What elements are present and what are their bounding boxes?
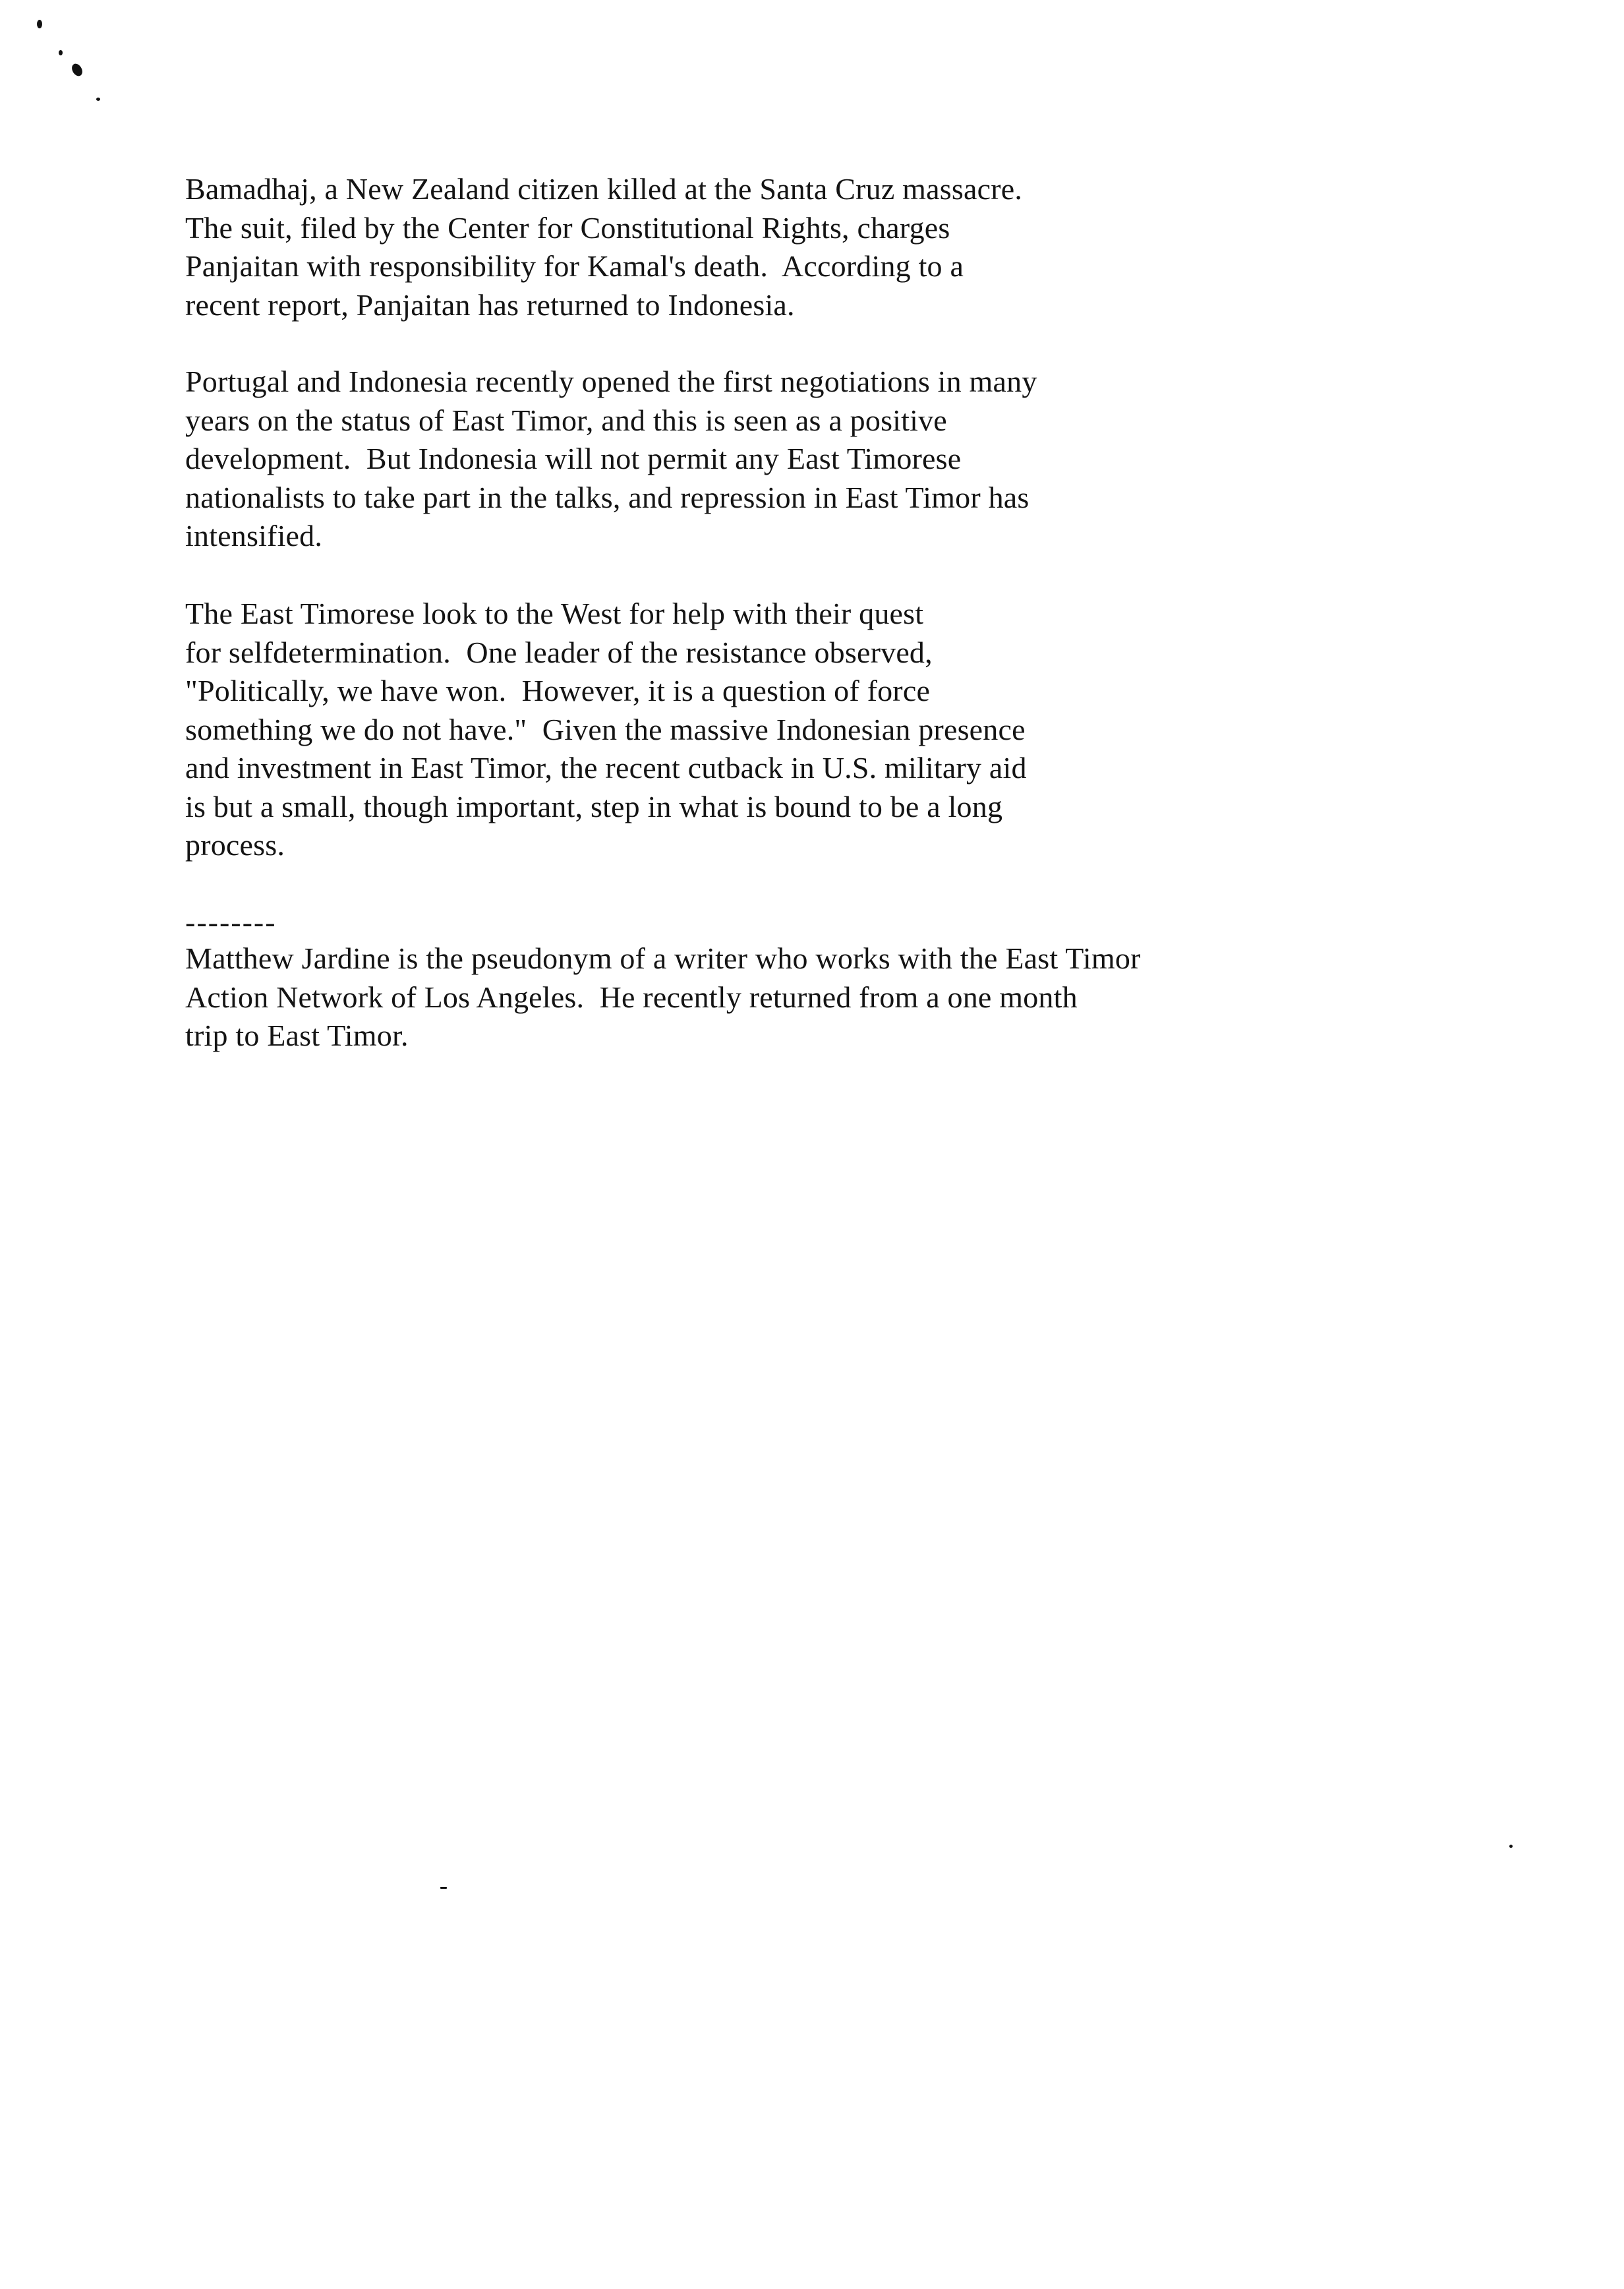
paragraph-line: years on the status of East Timor, and this is seen as a positive xyxy=(185,403,947,437)
scan-speck xyxy=(70,62,84,78)
bio-line: Matthew Jardine is the pseudonym of a writer who works with the East Timor xyxy=(185,941,1141,975)
scan-speck xyxy=(440,1887,447,1889)
paragraph-2 xyxy=(185,363,1037,556)
paragraph-3 xyxy=(185,595,1027,865)
paragraph-line: and investment in East Timor, the recent cutback in U.S. military aid xyxy=(185,751,1027,785)
section-divider: -------- xyxy=(185,905,277,939)
scan-speck xyxy=(96,98,100,101)
paragraph-line: something we do not have." Given the massive Indonesian presence xyxy=(185,712,1026,746)
paragraph-line: Bamadhaj, a New Zealand citizen killed at the Santa Cruz massacre. xyxy=(185,172,1023,206)
scan-speck xyxy=(37,20,42,28)
paragraph-line: Panjaitan with responsibility for Kamal's death. According to a xyxy=(185,249,964,283)
paragraph-line: is but a small, though important, step in what is bound to be a long xyxy=(185,789,1003,823)
author-bio xyxy=(185,939,1141,1055)
paragraph-1 xyxy=(185,170,1022,324)
paragraph-line: nationalists to take part in the talks, and repression in East Timor has xyxy=(185,480,1030,514)
paragraph-line: recent report, Panjaitan has returned to Indonesia. xyxy=(185,287,795,322)
bio-line: Action Network of Los Angeles. He recently returned from a one month xyxy=(185,980,1078,1014)
paragraph-line: The suit, filed by the Center for Constitutional Rights, charges xyxy=(185,210,950,245)
paragraph-line: "Politically, we have won. However, it is a question of force xyxy=(185,674,931,707)
paragraph-line: intensified. xyxy=(185,519,323,552)
paragraph-line: The East Timorese look to the West for help with their quest xyxy=(185,597,924,630)
paragraph-line: for selfdetermination. One leader of the resistance observed, xyxy=(185,635,933,669)
paragraph-line: development. But Indonesia will not permit any East Timorese xyxy=(185,442,962,475)
scan-speck xyxy=(1509,1845,1513,1848)
paragraph-line: process. xyxy=(185,828,285,862)
bio-line: trip to East Timor. xyxy=(185,1019,409,1052)
scan-speck xyxy=(59,50,63,55)
paragraph-line: Portugal and Indonesia recently opened the first negotiations in many xyxy=(185,365,1037,398)
